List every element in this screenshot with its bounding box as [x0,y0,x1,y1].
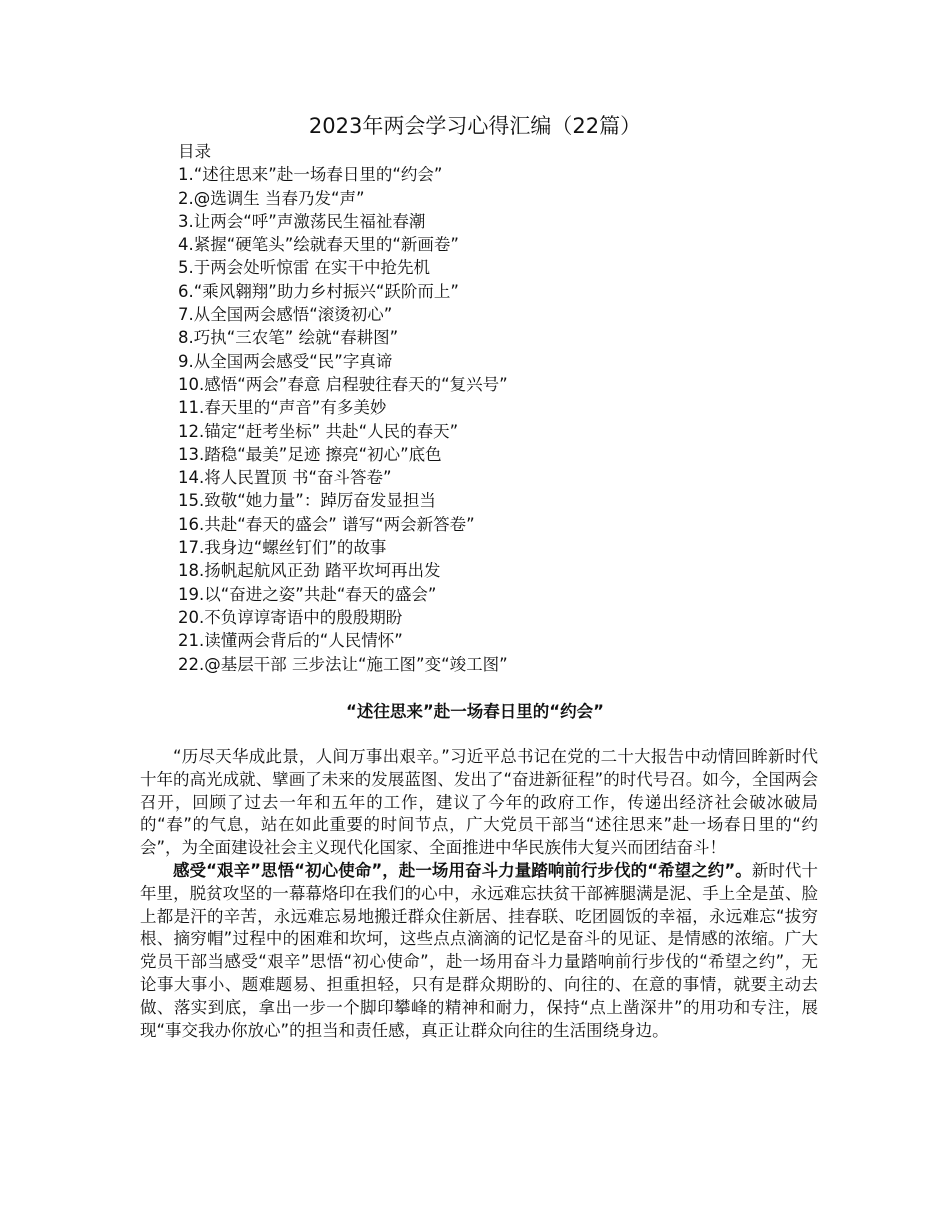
toc-item: 21.读懂两会背后的“人民情怀” [178,631,403,651]
toc-item: 20.不负谆谆寄语中的殷殷期盼 [178,607,403,627]
paragraph-lead: 感受“艰辛”思悟“初心使命”，赴一场用奋斗力量踏响前行步伐的“希望之约”。 [173,860,752,880]
toc-item: 11.春天里的“声音”有多美妙 [178,398,387,418]
paragraph-text: 新时代十年里，脱贫攻坚的一幕幕烙印在我们的心中，永远难忘扶贫干部裤腿满是泥、手上全是茧、脸上都是汗的辛苦，永远难忘易地搬迁群众住新居、挂春联、吃团圆饭的幸福，永远难忘“拔穷根、摘穷帽”过程中的困难和坎坷，这些点点滴滴的记忆是奋斗的见证、是情感的浓缩。广大党员干部当感受“艰辛”思悟“初心使命”，赴一场用奋斗力量踏响前行步伐的“希望之约”，无论事大事小、题难题易、担重担轻，只有是群众期盼的、向往的、在意的事情，就要主动去做、落实到底，拿出一步一个脚印攀峰的精神和耐力，保持“点上凿深井”的用功和专注，展现“事交我办你放心”的担当和责任感，真正让群众向往的生活围绕身边。 [140,860,818,1040]
toc-item: 17.我身边“螺丝钉们”的故事 [178,538,387,558]
toc-item: 2.@选调生 当春乃发“声” [178,188,365,208]
toc-item: 12.锚定“赶考坐标” 共赴“人民的春天” [178,421,459,441]
document-title: 2023年两会学习心得汇编（22篇） [308,114,642,138]
toc-item: 5.于两会处听惊雷 在实干中抢先机 [178,258,430,278]
toc-item: 7.从全国两会感悟“滚烫初心” [178,305,393,325]
toc-item: 19.以“奋进之姿”共赴“春天的盛会” [178,584,437,604]
toc-item: 4.紧握“硬笔头”绘就春天里的“新画卷” [178,235,459,255]
toc-item: 18.扬帆起航风正劲 踏平坎坷再出发 [178,561,441,581]
toc-item: 15.致敬“她力量”：踔厉奋发显担当 [178,491,436,511]
toc-item: 14.将人民置顶 书“奋斗答卷” [178,468,392,488]
toc-list [178,163,878,676]
toc-item: 9.从全国两会感受“民”字真谛 [178,351,393,371]
paragraph [140,860,818,1042]
toc-item: 6.“乘风翱翔”助力乡村振兴“跃阶而上” [178,281,459,301]
toc-item: 8.巧执“三农笔” 绘就“春耕图” [178,328,399,348]
toc-item: 16.共赴“春天的盛会” 谱写“两会新答卷” [178,514,475,534]
toc-item: 1.“述往思来”赴一场春日里的“约会” [178,165,443,185]
toc-item: 3.让两会“呼”声激荡民生福祉春潮 [178,211,426,231]
article-body [140,746,818,1042]
toc-item: 22.@基层干部 三步法让“施工图”变“竣工图” [178,654,508,674]
toc-heading: 目录 [178,142,211,161]
toc-item: 13.踏稳“最美”足迹 擦亮“初心”底色 [178,444,442,464]
paragraph: “历尽天华成此景，人间万事出艰辛。”习近平总书记在党的二十大报告中动情回眸新时代十年的高光成就、擘画了未来的发展蓝图、发出了“奋进新征程”的时代号召。如今，全国两会召开，回顾了过去一年和五年的工作，建议了今年的政府工作，传递出经济社会破冰破局的“春”的气息，站在如此重要的时间节点，广大党员干部当“述往思来”赴一场春日里的“约会”，为全面建设社会主义现代化国家、全面推进中华民族伟大复兴而团结奋斗！ [140,747,818,858]
table-of-contents [178,140,878,676]
section-title: “述往思来”赴一场春日里的“约会” [346,702,604,721]
toc-item: 10.感悟“两会”春意 启程驶往春天的“复兴号” [178,374,508,394]
